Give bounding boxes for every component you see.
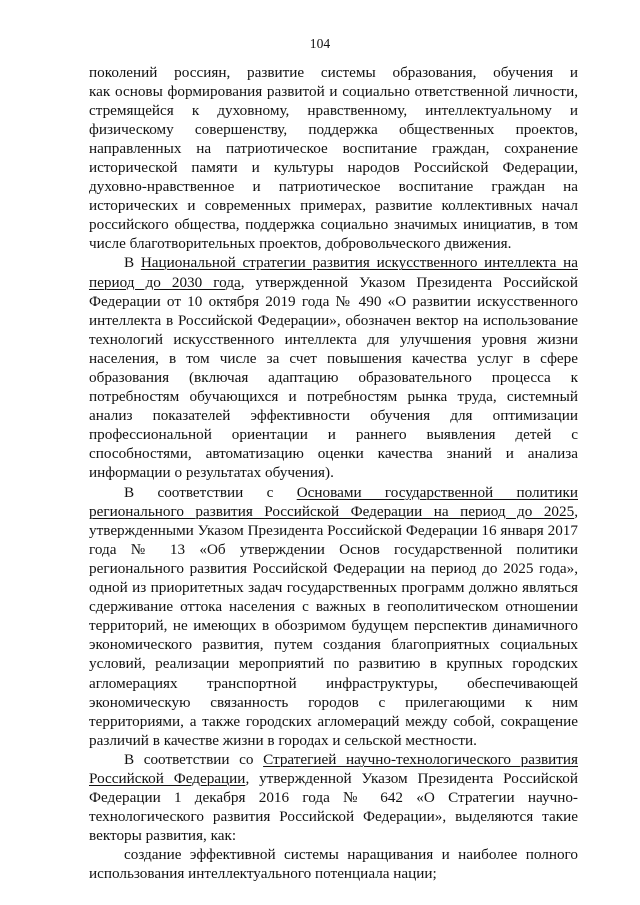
text-line: стремящейся к духовному, нравственному, интеллектуальному и xyxy=(89,101,578,119)
body-text xyxy=(89,63,578,884)
text-line xyxy=(89,483,578,502)
text-line: информации о результатах обучения). xyxy=(89,464,334,482)
text-line: одной из приоритетных задач государственных программ должно являться xyxy=(89,579,578,597)
text-segment: , xyxy=(574,502,578,520)
text-line: исторической памяти и культуры народов Российской Федерации, xyxy=(89,158,578,176)
text-segment: , утвержденной Указом Президента Российской xyxy=(240,273,578,291)
text-line: сдерживание оттока населения с важных в геополитическом отношении xyxy=(89,598,578,616)
text-line xyxy=(89,502,578,521)
text-line: духовно-нравственное и патриотическое воспитание граждан на xyxy=(89,178,578,196)
text-line: исторических и современных примерах, развитие коллективных начал xyxy=(89,197,578,215)
text-segment: В соответствии со xyxy=(124,750,264,768)
text-line: технологий искусственного интеллекта для улучшения уровня жизни xyxy=(89,330,578,348)
document-reference-link: Стратегией научно-технологического развития xyxy=(263,750,578,768)
text-line: анализ показателей эффективности обучения для оптимизации xyxy=(89,407,578,425)
text-line: потребностям обучающихся и потребностям рынка труда, системный xyxy=(89,388,578,406)
text-line: векторы развития, как: xyxy=(89,827,237,845)
text-line xyxy=(89,750,578,769)
text-line: экономического развития, путем создания благоприятных социальных xyxy=(89,636,578,654)
text-line: технологического развития Российской Федерации», выделяются такие xyxy=(89,808,578,826)
text-line xyxy=(89,253,578,272)
text-line: образования (включая адаптацию образовательного процесса к xyxy=(89,369,578,386)
text-segment: В xyxy=(124,254,141,272)
text-line: условий, реализации мероприятий по развитию в крупных городских xyxy=(89,655,578,673)
text-line: населения, в том числе за счет повышения качества услуг в сфере xyxy=(89,349,578,367)
text-line: различий в качестве жизни в городах и сельской местности. xyxy=(89,731,477,749)
text-line: года № 13 «Об утверждении Основ государственной политики xyxy=(89,540,578,558)
text-line: Федерации от 10 октября 2019 года № 490 «О развитии искусственного xyxy=(89,292,578,310)
text-line: агломерациях транспортной инфраструктуры, обеспечивающей xyxy=(89,674,578,692)
text-line xyxy=(89,273,578,292)
text-line: направленных на патриотическое воспитание граждан, сохранение xyxy=(89,139,578,157)
text-segment: В соответствии с xyxy=(124,483,297,501)
text-line xyxy=(89,769,578,788)
document-reference-link: Национальной стратегии развития искусственного интеллекта на xyxy=(140,254,578,272)
text-line: Федерации 1 декабря 2016 года № 642 «О Стратегии научно- xyxy=(89,789,578,807)
text-line: способностями, автоматизацию оценки качества знаний и анализа xyxy=(89,445,578,463)
text-line: использования интеллектуального потенциала нации; xyxy=(89,865,437,883)
document-reference-link: Российской Федерации xyxy=(89,769,246,787)
text-line: поколений россиян, развитие системы образования, обучения и xyxy=(89,63,578,81)
document-reference-link: Основами государственной политики xyxy=(296,483,578,501)
text-line: профессиональной ориентации и раннего выявления детей с xyxy=(89,426,578,444)
text-line: территорий, не имеющих в обозримом будущем перспектив динамичного xyxy=(89,617,578,635)
text-line: экономическую связанность городов с прилегающими к ним xyxy=(89,693,578,711)
text-line: регионального развития Российской Федерации на период до 2025 года», xyxy=(89,559,578,577)
text-line: числе благотворительных проектов, добровольческого движения. xyxy=(89,235,512,253)
document-reference-link: регионального развития Российской Федерации на период до 2025 xyxy=(89,502,575,520)
text-line: физическому совершенству, поддержка общественных проектов, xyxy=(89,120,578,138)
text-segment: , утвержденной Указом Президента Российской xyxy=(245,769,578,787)
text-line: утвержденными Указом Президента Российской Федерации 16 января 2017 xyxy=(89,521,578,539)
page-number: 104 xyxy=(309,36,331,51)
document-reference-link: период до 2030 года xyxy=(89,273,241,291)
text-line: создание эффективной системы наращивания и наиболее полного xyxy=(124,846,578,864)
text-line: интеллекта в Российской Федерации», обозначен вектор на использование xyxy=(89,311,578,329)
text-line: российского общества, поддержка социально значимых инициатив, в том xyxy=(89,216,578,234)
text-line: как основы формирования развитой и социально ответственной личности, xyxy=(89,82,578,100)
text-line: территориями, а также городских агломераций между собой, сокращение xyxy=(89,712,578,730)
